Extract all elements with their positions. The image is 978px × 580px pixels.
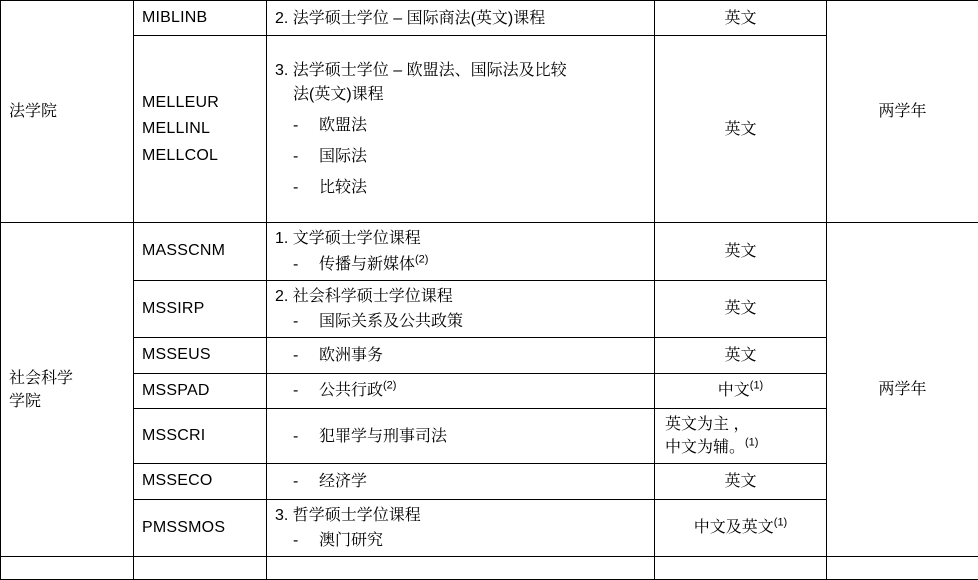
programme-subitem	[275, 379, 646, 402]
programme-subitem-label: 国际关系及公共政策	[319, 313, 463, 330]
programme-subitem-label: 澳门研究	[319, 532, 383, 549]
language-cell	[655, 280, 827, 337]
dash-marker: -	[293, 310, 319, 333]
language-label: 英文	[724, 300, 756, 317]
programme-subitem	[275, 529, 646, 552]
language-label-line2	[665, 436, 818, 459]
language-label: 英文	[724, 473, 756, 490]
programme-subitem	[275, 470, 646, 493]
code-label: MSSPAD	[142, 378, 258, 404]
programme-subitem	[275, 310, 646, 333]
programme-title: 3. 哲学硕士学位课程	[275, 504, 646, 527]
footnote-marker: (2)	[383, 380, 396, 392]
code-cell	[134, 464, 267, 499]
language-cell	[655, 338, 827, 373]
footnote-marker: (1)	[745, 437, 758, 449]
language-cell-clipped	[655, 557, 827, 580]
dash-marker: -	[293, 253, 319, 276]
dash-marker: -	[293, 344, 319, 367]
language-cell	[655, 223, 827, 280]
programme-cell	[267, 464, 655, 499]
programme-subitem	[275, 145, 646, 168]
dash-marker: -	[293, 114, 319, 137]
footnote-marker: (2)	[415, 253, 428, 265]
programme-cell	[267, 373, 655, 408]
language-cell	[655, 499, 827, 556]
duration-cell-law	[827, 1, 978, 223]
footnote-marker: (1)	[774, 517, 787, 529]
programme-cell	[267, 499, 655, 556]
dash-marker: -	[293, 379, 319, 402]
duration-cell-social-sciences	[827, 223, 978, 557]
language-label: 英文	[724, 10, 756, 27]
language-cell	[655, 1, 827, 36]
faculty-cell-social-sciences	[1, 223, 134, 557]
code-cell	[134, 338, 267, 373]
code-cell	[134, 408, 267, 463]
programme-cell	[267, 223, 655, 280]
language-label: 英文	[724, 347, 756, 364]
faculty-label: 法学院	[9, 103, 57, 120]
table-row-clipped	[1, 557, 978, 580]
code-label: MASSCNM	[142, 238, 258, 264]
language-label: 中文	[718, 382, 750, 399]
table-row	[1, 223, 978, 280]
duration-label: 两学年	[878, 103, 926, 120]
programme-title: 3. 法学硕士学位 – 欧盟法、国际法及比较	[275, 59, 646, 82]
language-cell	[655, 36, 827, 223]
language-cell	[655, 408, 827, 463]
language-label-line1: 英文为主 ，	[665, 413, 818, 436]
programme-cell	[267, 36, 655, 223]
programme-subitem	[275, 425, 646, 448]
dash-marker: -	[293, 425, 319, 448]
code-cell-clipped	[134, 557, 267, 580]
faculty-label-line1: 社会科学	[9, 367, 125, 390]
programme-cell	[267, 338, 655, 373]
programme-title: 2. 社会科学硕士学位课程	[275, 285, 646, 308]
code-cell	[134, 223, 267, 280]
duration-cell-clipped	[827, 557, 978, 580]
table-row	[1, 1, 978, 36]
code-cell	[134, 36, 267, 223]
code-cell	[134, 499, 267, 556]
language-cell	[655, 373, 827, 408]
code-label: MSSEUS	[142, 342, 258, 368]
programme-subitem	[275, 114, 646, 137]
programme-subitem-label: 比较法	[319, 179, 367, 196]
programme-cell	[267, 408, 655, 463]
programme-subitem-label: 欧盟法	[319, 117, 367, 134]
programme-subitem-label: 公共行政	[319, 382, 383, 399]
programme-subitem-label: 经济学	[319, 473, 367, 490]
footnote-marker: (1)	[750, 380, 763, 392]
faculty-label-line2: 学院	[9, 390, 125, 413]
dash-marker: -	[293, 470, 319, 493]
programme-subitem-label: 犯罪学与刑事司法	[319, 428, 447, 445]
code-label: MELLINL	[142, 116, 258, 142]
language-cell	[655, 464, 827, 499]
programme-cell	[267, 1, 655, 36]
dash-marker: -	[293, 529, 319, 552]
code-cell	[134, 280, 267, 337]
programme-subitem-label: 传播与新媒体	[319, 256, 415, 273]
language-label: 英文	[724, 243, 756, 260]
programme-cell-clipped	[267, 557, 655, 580]
faculty-cell-clipped	[1, 557, 134, 580]
language-label-line2-text: 中文为辅。	[665, 439, 745, 456]
code-cell	[134, 1, 267, 36]
code-label: MSSCRI	[142, 423, 258, 449]
dash-marker: -	[293, 145, 319, 168]
code-label: PMSSMOS	[142, 515, 258, 541]
programme-subitem	[275, 253, 646, 276]
language-label: 中文及英文	[694, 519, 774, 536]
code-label: MELLCOL	[142, 143, 258, 169]
programme-title: 2. 法学硕士学位 – 国际商法(英文)课程	[275, 7, 646, 30]
programme-subitem	[275, 176, 646, 199]
dash-marker: -	[293, 176, 319, 199]
duration-label: 两学年	[878, 381, 926, 398]
code-label: MSSECO	[142, 468, 258, 494]
code-cell	[134, 373, 267, 408]
code-label: MIBLINB	[142, 5, 258, 31]
faculty-cell-law	[1, 1, 134, 223]
programme-cell	[267, 280, 655, 337]
programme-title: 1. 文学硕士学位课程	[275, 227, 646, 250]
code-label: MSSIRP	[142, 296, 258, 322]
language-label: 英文	[724, 121, 756, 138]
programme-subitem-label: 欧洲事务	[319, 347, 383, 364]
programme-subitem-label: 国际法	[319, 148, 367, 165]
programme-title-cont: 法(英文)课程	[275, 83, 646, 106]
programme-subitem	[275, 344, 646, 367]
code-label: MELLEUR	[142, 90, 258, 116]
